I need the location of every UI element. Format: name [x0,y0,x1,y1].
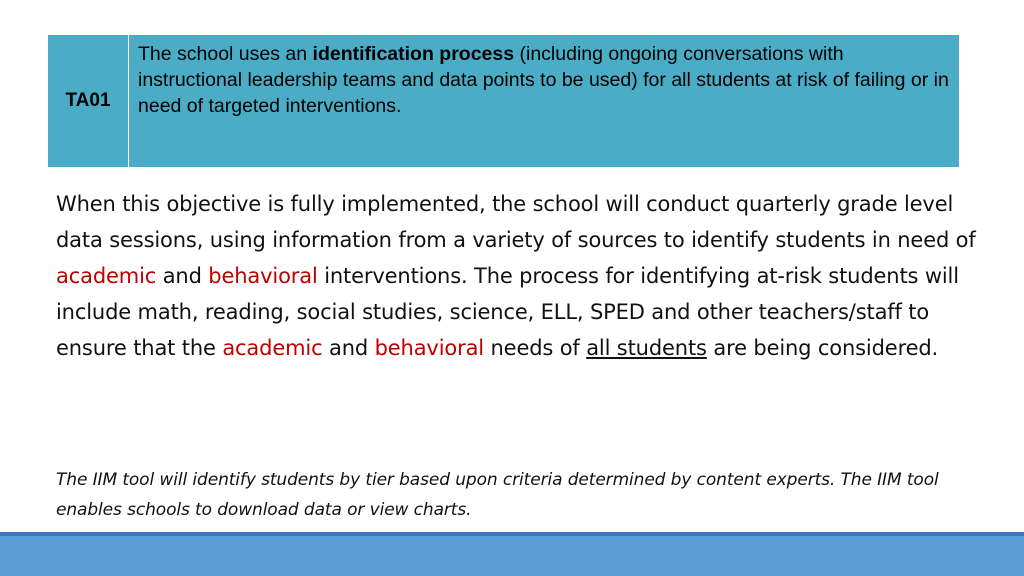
objective-code: TA01 [48,35,129,168]
behavioral-highlight-2: behavioral [374,336,484,360]
objective-description [129,35,960,168]
desc-bold-term: identification process [312,43,515,65]
paragraph-part-4: are being considered. [706,336,939,360]
all-students-underlined: all students [586,336,707,360]
desc-text-after: (including ongoing conversations with instructional leadership teams and data points to be used) for all students at risk of failing or in need of targeted interventions. [138,43,949,117]
implementation-paragraph [56,186,976,366]
footer-band [0,536,1024,576]
desc-text-before: The school uses an [138,43,313,65]
behavioral-highlight-1: behavioral [208,264,318,288]
paragraph-part-1: When this objective is fully implemented, the school will conduct quarterly grade level data sessions, using information from a variety of sources to identify students in need of [56,192,976,252]
and-connector-2: and [322,336,375,360]
objective-table [47,34,960,168]
objective-row [48,35,960,168]
iim-tool-note: The IIM tool will identify students by tier based upon criteria determined by content experts. The IIM tool enables schools to download data or view charts. [56,470,939,520]
paragraph-part-3: needs of [483,336,587,360]
and-connector-1: and [156,264,209,288]
paragraph-part-2: interventions. The process for identifying at-risk students will include math, reading, social studies, science, ELL, SPED and other teachers/staff to ensure that the [56,264,959,360]
academic-highlight-2: academic [222,336,323,360]
academic-highlight-1: academic [56,264,157,288]
